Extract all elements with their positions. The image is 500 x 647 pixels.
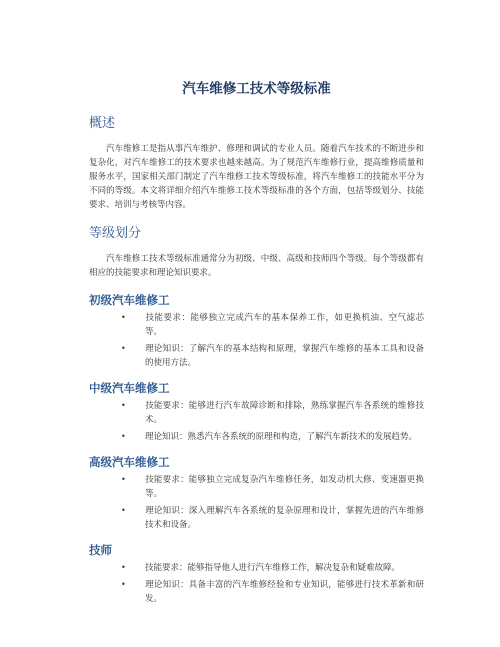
bullet-icon: •	[121, 506, 126, 515]
level-heading-senior: 高级汽车维修工	[89, 455, 170, 469]
level-list-technician	[89, 561, 424, 606]
level-heading-junior: 初级汽车维修工	[89, 293, 170, 307]
list-item: • 理论知识：熟悉汽车各系统的原理和构造，了解汽车新技术的发展趋势。	[89, 430, 424, 444]
document-title: 汽车维修工技术等级标准	[182, 81, 331, 97]
level-list-intermediate	[89, 399, 424, 444]
overview-paragraph: 汽车维修工是指从事汽车维护、修理和调试的专业人员。随着汽车技术的不断进步和复杂化，对汽车维修工的技术要求也越来越高。为了规范汽车维修行业，提高维修质量和服务水平，国家相关部门制定了汽车维修工技术等级标准，将汽车维修工的技能水平分为不同的等级。本文将详细介绍汽车维修工技术等级标准的各个方面，包括等级划分、技能要求、培训与考核等内容。	[89, 144, 424, 210]
grading-paragraph: 汽车维修工技术等级标准通常分为初级、中级、高级和技师四个等级。每个等级都有相应的技能要求和理论知识要求。	[89, 254, 424, 278]
bullet-icon: •	[121, 563, 126, 572]
level-heading-intermediate: 中级汽车维修工	[89, 381, 170, 395]
section-heading-grading: 等级划分	[89, 226, 142, 241]
list-item: • 理论知识：了解汽车的基本结构和原理，掌握汽车维修的基本工具和设备的使用方法。	[89, 342, 424, 370]
level-list-senior	[89, 473, 424, 532]
section-heading-overview: 概述	[89, 116, 116, 131]
bullet-icon: •	[121, 475, 126, 484]
bullet-icon: •	[121, 401, 126, 410]
bullet-icon: •	[121, 344, 126, 353]
list-item: • 技能要求：能够独立完成复杂汽车维修任务，如发动机大修、变速器更换等。	[89, 473, 424, 501]
list-item: • 技能要求：能够指导他人进行汽车维修工作，解决复杂和疑难故障。	[89, 561, 424, 575]
bullet-icon: •	[121, 432, 126, 441]
level-heading-technician: 技师	[89, 543, 112, 557]
list-item: • 技能要求：能够进行汽车故障诊断和排除，熟练掌握汽车各系统的维修技术。	[89, 399, 424, 427]
list-item: • 理论知识：深入理解汽车各系统的复杂原理和设计，掌握先进的汽车维修技术和设备。	[89, 504, 424, 532]
list-item: • 理论知识：具备丰富的汽车维修经验和专业知识，能够进行技术革新和研发。	[89, 578, 424, 606]
bullet-icon: •	[121, 313, 126, 322]
level-list-junior	[89, 311, 424, 370]
bullet-icon: •	[121, 580, 126, 589]
list-item: • 技能要求：能够独立完成汽车的基本保养工作，如更换机油、空气滤芯等。	[89, 311, 424, 339]
